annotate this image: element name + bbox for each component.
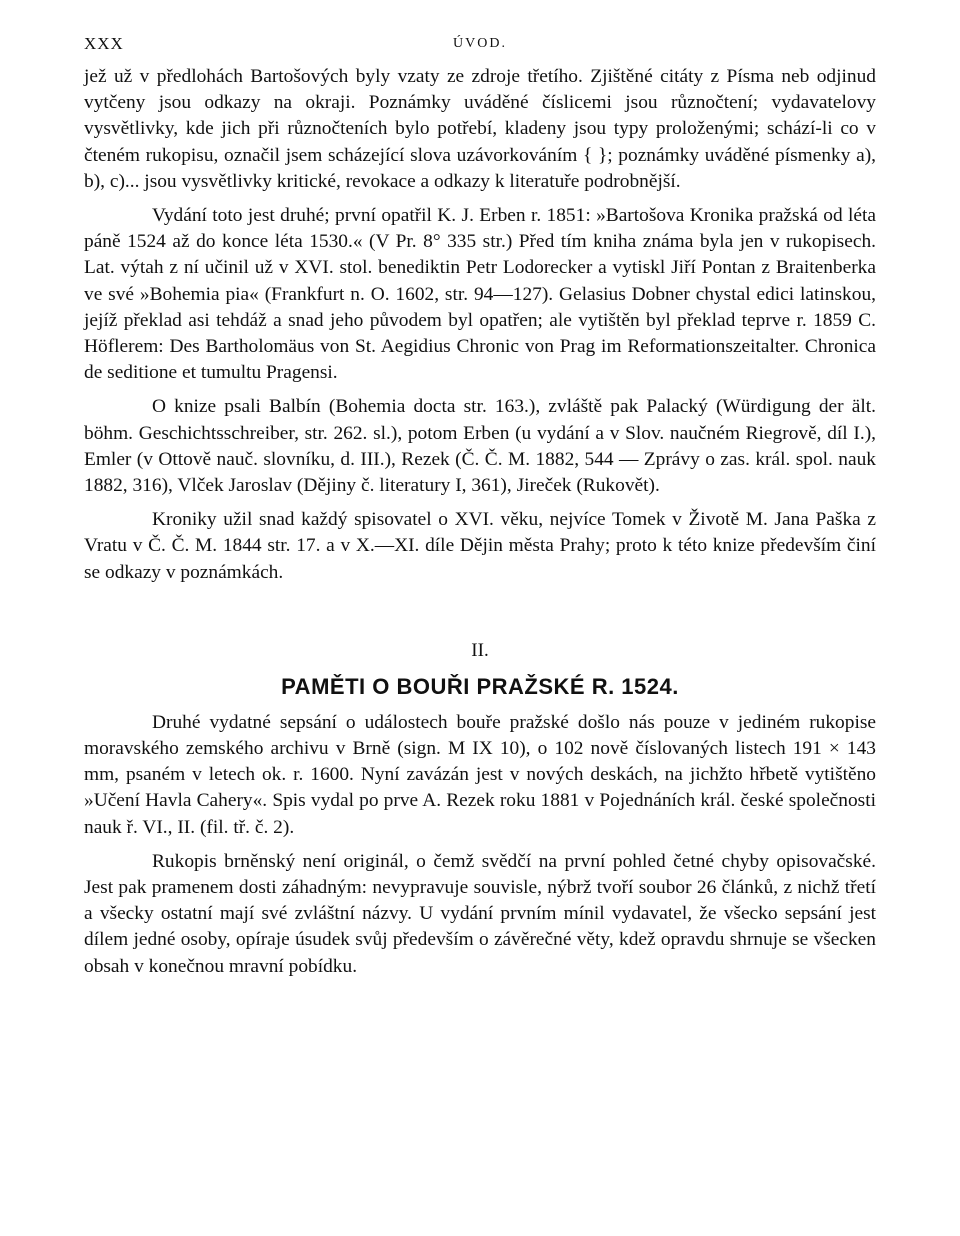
paragraph-literature: O knize psali Balbín (Bohemia docta str. 163.), zvláště pak Palacký (Würdigung der ält. böhm. Geschichtsschreiber, str. 262. sl.), potom Erben (u vydání a v Slov. naučném Riegrově, díl I.), Emler (v Ottově nauč. slovníku, d. III.), Rezek (Č. Č. M. 1882, 544 — Zprávy o zas. král. spol. nauk 1882, 316), Vlček Jaroslav (Dějiny č. literatury I, 361), Jireček (Rukovět). [84,396,876,497]
section-paragraph-original: Rukopis brněnský není originál, o čemž svědčí na první pohled četné chyby opisovačské. Jest pak pramenem dosti záhadným: nevypravuje souvisle, nýbrž tvoří soubor 26 článků, z nichž třetí a všecky ostatní mají své zvláštní názvy. U vydání prvním mínil vydavatel, že všecko sepsání jest dílem jedné osoby, opíraje úsudek svůj především o závěrečné věty, kdež opravdu shrnuje se všecken obsah v konečnou mravní pobídku. [84,850,876,977]
page-number: XXX [84,34,124,53]
section-title: PAMĚTI O BOUŘI PRAŽSKÉ R. 1524. [281,673,679,699]
section-number: II. [471,639,489,661]
running-title: ÚVOD. [453,36,507,51]
paragraph-edition: Vydání toto jest druhé; první opatřil K. J. Erben r. 1851: »Bartošova Kronika pražská od léta páně 1524 až do konce léta 1530.« (V Pr. 8° 335 str.) Před tím kniha známa byla jen v rukopisech. Lat. výtah z ní učinil už v XVI. stol. benediktin Petr Lodorecker a vytiskl Jiří Pontan z Braitenberka ve své »Bohemia pia« (Frankfurt n. O. 1602, str. 94—127). Gelasius Dobner chystal edici latinskou, jejíž překlad asi tehdáž a snad jeho původem byl opatřen; ale vytištěn byl překlad teprve r. 1859 C. Höflerem: Des Bartholomäus von St. Aegidius Chronic von Prag im Reformationszeitalter. Chronica de seditione et tumultu Pragensi. [84,205,876,384]
section-paragraph-manuscript: Druhé vydatné sepsání o událostech bouře pražské došlo nás pouze v jediném rukopise moravského zemského archivu v Brně (sign. M IX 10), o 102 nově číslovaných listech 191 × 143 mm, psaném v letech ok. r. 1600. Nyní zavázán jest v nových deskách, na jichžto hřbetě vytištěno »Učení Havla Cahery«. Spis vydal po prve A. Rezek roku 1881 v Pojednáních král. české společnosti nauk ř. VI., II. (fil. tř. č. 2). [84,711,876,838]
paragraph-intro-continuation: jež už v předlohách Bartošových byly vzaty ze zdroje třetího. Zjištěné citáty z Písma neb odjinud vytčeny jsou odkazy na okraji. Poznámky uváděné číslicemi jsou různočtení; vydavatelovy vysvětlivky, kde jich při různočteních bylo potřebí, kladeny jsou typy proloženými; schází-li co v čteném rukopisu, označil jsem scházející slova uzávorkováním { }; poznámky uváděné písmenky a), b), c)... jsou vysvětlivky kritické, revokace a odkazy k literatuře podrobnější. [84,66,876,192]
paragraph-usage: Kroniky užil snad každý spisovatel o XVI. věku, nejvíce Tomek v Životě M. Jana Paška z Vratu v Č. Č. M. 1844 str. 17. a v X.—XI. díle Dějin města Prahy; proto k této knize především činí se odkazy v poznámkách. [84,509,876,583]
page [84,34,876,980]
page-header [84,34,876,64]
